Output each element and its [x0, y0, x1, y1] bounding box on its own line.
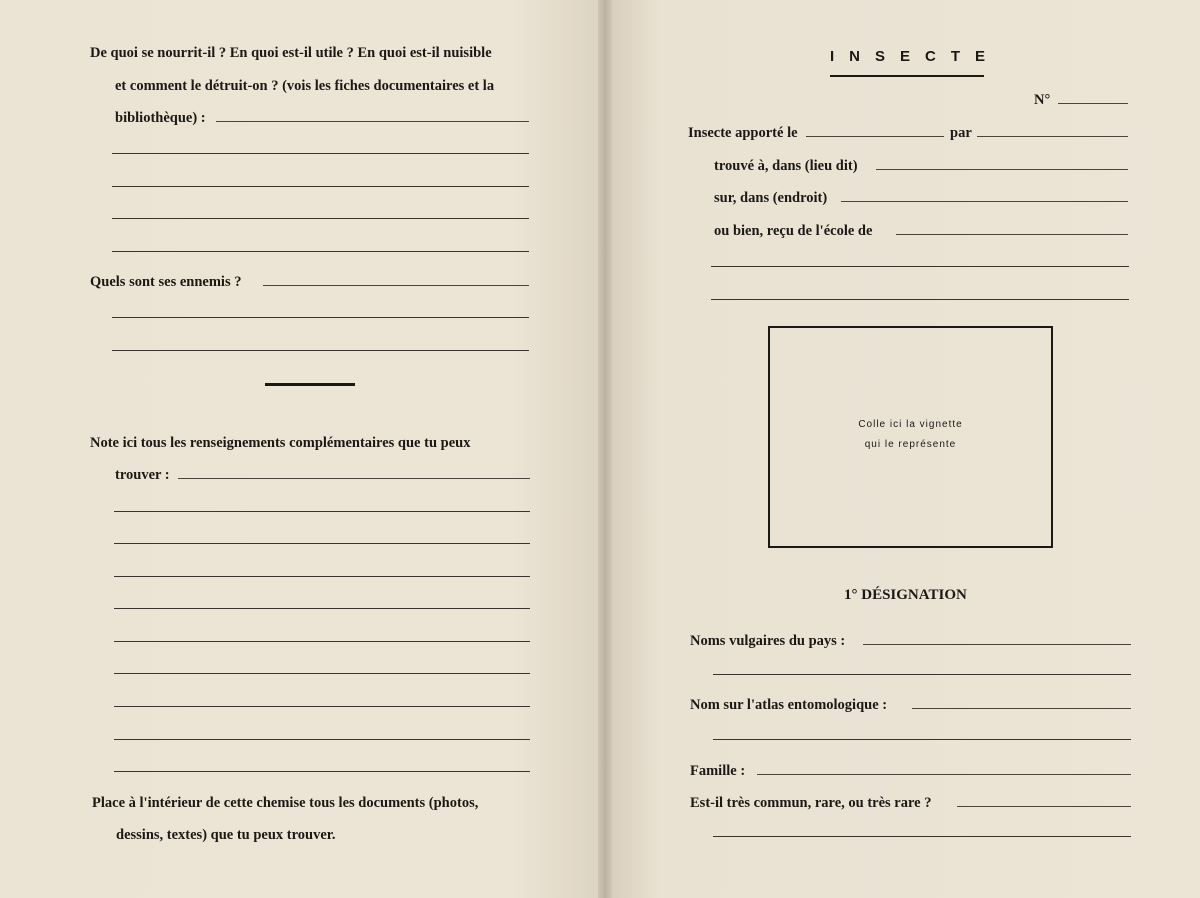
- notes-answer-line[interactable]: [178, 478, 530, 479]
- rarity-field[interactable]: [957, 806, 1131, 807]
- food-question-line1: De quoi se nourrit-il ? En quoi est-il utile ? En quoi est-il nuisible: [90, 45, 492, 61]
- food-answer-line[interactable]: [112, 186, 529, 187]
- extra-line[interactable]: [711, 266, 1129, 267]
- vignette-frame[interactable]: [768, 326, 1053, 548]
- instruction-line2: dessins, textes) que tu peux trouver.: [116, 827, 336, 843]
- notes-answer-line[interactable]: [114, 641, 530, 642]
- notes-question-line1: Note ici tous les renseignements complémentaires que tu peux: [90, 435, 471, 451]
- enemies-answer-line[interactable]: [112, 317, 529, 318]
- section-separator: [265, 383, 355, 386]
- section-title: 1° DÉSIGNATION: [844, 587, 967, 603]
- rarity-line[interactable]: [713, 836, 1131, 837]
- instruction-line1: Place à l'intérieur de cette chemise tous les documents (photos,: [92, 795, 479, 811]
- by-label: par: [950, 125, 972, 141]
- on-label: sur, dans (endroit): [714, 190, 828, 206]
- atlas-name-label: Nom sur l'atlas entomologique :: [690, 697, 888, 713]
- food-question-line2: et comment le détruit-on ? (vois les fiches documentaires et la: [115, 78, 495, 94]
- heading-underline: [830, 75, 984, 77]
- extra-line[interactable]: [711, 299, 1129, 300]
- notes-question-line2: trouver :: [115, 467, 170, 483]
- received-label: ou bien, reçu de l'école de: [714, 223, 873, 239]
- family-field[interactable]: [757, 774, 1131, 775]
- common-names-label: Noms vulgaires du pays :: [690, 633, 846, 649]
- frame-caption-line1: Colle ici la vignette: [858, 419, 963, 430]
- enemies-answer-line[interactable]: [112, 350, 529, 351]
- notes-answer-line[interactable]: [114, 739, 530, 740]
- notes-answer-line[interactable]: [114, 608, 530, 609]
- food-answer-line[interactable]: [216, 121, 529, 122]
- food-question-line3: bibliothèque) :: [115, 110, 206, 126]
- number-field[interactable]: [1058, 103, 1128, 104]
- atlas-name-line[interactable]: [713, 739, 1131, 740]
- notes-answer-line[interactable]: [114, 511, 530, 512]
- location-field[interactable]: [841, 201, 1128, 202]
- food-answer-line[interactable]: [112, 251, 529, 252]
- notes-answer-line[interactable]: [114, 673, 530, 674]
- right-page: [612, 0, 1200, 898]
- insect-heading: INSECTE: [830, 48, 1001, 65]
- brought-label: Insecte apporté le: [688, 125, 798, 141]
- notes-answer-line[interactable]: [114, 576, 530, 577]
- found-label: trouvé à, dans (lieu dit): [714, 158, 858, 174]
- notes-answer-line[interactable]: [114, 543, 530, 544]
- common-names-line[interactable]: [713, 674, 1131, 675]
- food-answer-line[interactable]: [112, 218, 529, 219]
- family-label: Famille :: [690, 763, 746, 779]
- enemies-answer-line[interactable]: [263, 285, 529, 286]
- food-answer-line[interactable]: [112, 153, 529, 154]
- number-label: N°: [1034, 92, 1051, 108]
- atlas-name-field[interactable]: [912, 708, 1131, 709]
- school-field[interactable]: [896, 234, 1128, 235]
- date-field[interactable]: [806, 136, 944, 137]
- frame-caption-line2: qui le représente: [864, 439, 957, 450]
- enemies-question: Quels sont ses ennemis ?: [90, 274, 242, 290]
- common-names-field[interactable]: [863, 644, 1131, 645]
- notes-answer-line[interactable]: [114, 771, 530, 772]
- rarity-label: Est-il très commun, rare, ou très rare ?: [690, 795, 932, 811]
- brought-by-field[interactable]: [977, 136, 1128, 137]
- found-place-field[interactable]: [876, 169, 1128, 170]
- notes-answer-line[interactable]: [114, 706, 530, 707]
